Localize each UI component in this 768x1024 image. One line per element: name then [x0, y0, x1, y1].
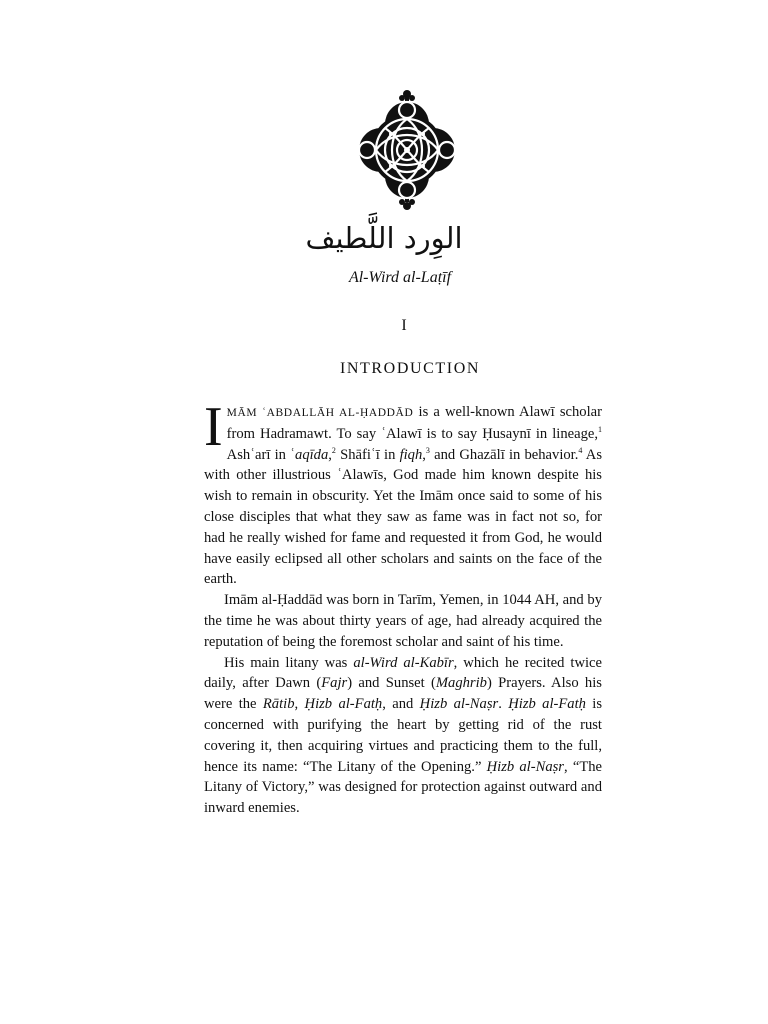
italic-term: Ḥizb al-Fatḥ	[304, 696, 383, 713]
text-run: is a well-known Alawī scholar from Hadramawt. To say ʿAlawī is to say Ḥusaynī in lineage,	[226, 404, 602, 442]
paragraph-1	[204, 396, 602, 590]
text-run: , and	[382, 696, 420, 713]
italic-term: Rātib	[262, 696, 295, 713]
text-run: Ashʿarī in ʿ	[226, 446, 296, 463]
text-run: As with other illustrious ʿAlawīs, God made him known despite his wish to remain in obscurity. Yet the Imām once said to some of his close disciples that what they saw as fame was in fact not so, for had he really wished for fame and requested it from God, he would have easily eclipsed all other scholars and saints on the face of the earth.	[204, 446, 602, 588]
arabesque-ornament-icon	[357, 88, 457, 212]
body-text	[204, 396, 603, 819]
text-run: ) and Sunset (	[347, 675, 436, 692]
text-run: , “The Litany of Victory,” was designed for protection against outward and inward enemies.	[204, 758, 603, 817]
paragraph-2: Imām al-Ḥaddād was born in Tarīm, Yemen, in 1044 AH, and by the time he was about thirty years of age, had already acquired the reputation of being the foremost scholar and saint of his time.	[204, 592, 602, 650]
footnote-marker: 1	[598, 424, 602, 434]
footnote-marker: 2	[331, 445, 336, 455]
arabic-title: الوِرد اللَّطيف	[305, 221, 463, 255]
text-run: ,	[422, 446, 426, 463]
footnote-marker: 3	[425, 445, 430, 455]
text-run: is concerned with purifying the heart by getting rid of the rust covering it, then acquiring virtues and practicing them to the full, hence its name: “The Litany of the Opening.”	[204, 696, 603, 775]
italic-term: Fajr	[321, 675, 348, 692]
italic-term: Maghrib	[435, 675, 487, 692]
author-name-smallcaps: MĀM ʿABDALLĀH AL-ḤADDĀD	[226, 407, 414, 419]
text-run: ,	[328, 446, 332, 463]
text-run: .	[498, 696, 509, 713]
italic-term: Ḥizb al-Naṣr	[419, 696, 499, 713]
text-run: , which he recited twice daily, after Dawn (	[204, 654, 602, 692]
chapter-title: INTRODUCTION	[339, 360, 481, 377]
chapter-number: I	[401, 317, 407, 334]
text-run: Shāfiʿī in	[335, 446, 400, 463]
text-run: ,	[294, 696, 305, 713]
italic-term: aqīda	[295, 446, 329, 463]
text-run: His main litany was	[224, 654, 354, 671]
italic-term: al-Wird al-Kabīr	[353, 654, 454, 671]
text-run: ) Prayers. Also his were the	[204, 675, 602, 713]
drop-cap: I	[204, 396, 223, 458]
paragraph-3	[204, 653, 602, 819]
text-run: and Ghazālī in behavior.	[429, 446, 579, 463]
footnote-marker: 4	[578, 445, 583, 455]
italic-term: fiqh	[399, 446, 423, 463]
transliterated-title: Al-Wird al-Laṭīf	[348, 269, 452, 286]
italic-term: Ḥizb al-Naṣr	[486, 758, 564, 775]
italic-term: Ḥizb al-Fatḥ	[508, 696, 586, 713]
